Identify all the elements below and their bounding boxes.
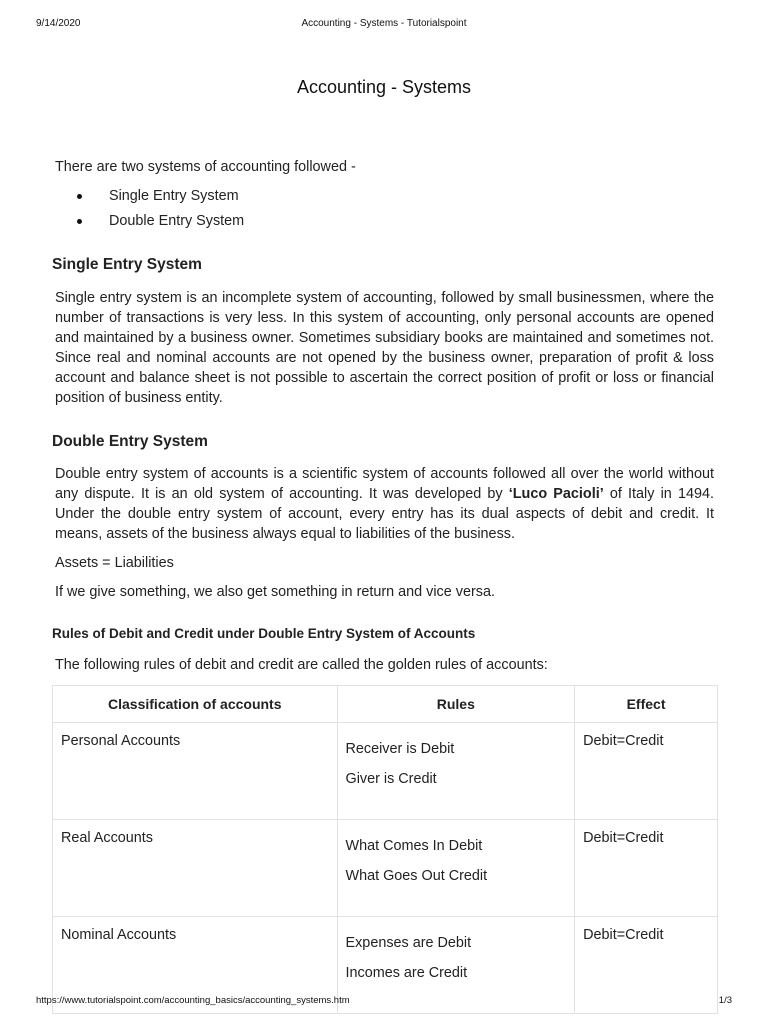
luco-pacioli-name: ‘Luco Pacioli’ <box>508 486 604 502</box>
list-item: Double Entry System <box>55 211 244 236</box>
double-entry-text-a: Double entry system of accounts is a scientific system of accounts followed all over the world without any dispute. It is an old system of accounting. It was developed by <box>55 466 714 502</box>
golden-rules-table <box>52 685 718 1014</box>
classification-cell: Personal Accounts <box>53 723 338 820</box>
rules-cell <box>337 723 575 820</box>
page-title: Accounting - Systems <box>296 77 472 97</box>
rule-debit: Expenses are Debit <box>345 935 472 951</box>
rule-credit: What Goes Out Credit <box>345 868 488 884</box>
accounting-equation: Assets = Liabilities <box>55 555 174 571</box>
page-number: 1/3 <box>718 995 732 1006</box>
rules-cell <box>337 917 575 1014</box>
print-date: 9/14/2020 <box>36 18 81 29</box>
double-entry-heading: Double Entry System <box>52 433 208 450</box>
print-doc-title: Accounting - Systems - Tutorialspoint <box>301 18 467 29</box>
effect-cell: Debit=Credit <box>575 917 718 1014</box>
column-header: Effect <box>575 686 718 723</box>
systems-list <box>55 186 244 236</box>
double-entry-text-b: of Italy in 1494. Under the double entry system of account, every entry has its dual aspects of debit and credit. It means, assets of the business always equal to liabilities of the business. <box>55 486 714 542</box>
rules-heading: Rules of Debit and Credit under Double Entry System of Accounts <box>52 626 476 641</box>
single-entry-heading: Single Entry System <box>52 256 202 273</box>
single-entry-paragraph: Single entry system is an incomplete system of accounting, followed by small businessmen, where the number of transactions is very less. In this system of accounting, only personal accounts are opened and maintained by a business owner. Sometimes subsidiary books are maintained and sometimes not. Since real and nominal accounts are not opened by the business owner, preparation of profit & loss account and balance sheet is not possible to ascertain the correct position of profit or loss or financial position of business entity. <box>55 290 714 406</box>
classification-cell: Real Accounts <box>53 820 338 917</box>
table-header-row <box>53 686 718 723</box>
table-row <box>53 820 718 917</box>
list-item: Single Entry System <box>55 186 244 211</box>
column-header: Rules <box>337 686 575 723</box>
double-entry-paragraph <box>55 464 714 544</box>
footer-url: https://www.tutorialspoint.com/accounting_basics/accounting_systems.htm <box>36 995 350 1006</box>
vice-versa-text: If we give something, we also get something in return and vice versa. <box>55 584 495 600</box>
rule-credit: Giver is Credit <box>345 771 437 787</box>
rules-cell <box>337 820 575 917</box>
classification-cell: Nominal Accounts <box>53 917 338 1014</box>
rule-debit: What Comes In Debit <box>345 838 483 854</box>
table-row <box>53 723 718 820</box>
effect-cell: Debit=Credit <box>575 820 718 917</box>
rule-credit: Incomes are Credit <box>345 965 468 981</box>
column-header: Classification of accounts <box>53 686 338 723</box>
rule-debit: Receiver is Debit <box>345 741 455 757</box>
intro-text: There are two systems of accounting followed - <box>55 159 356 175</box>
rules-intro: The following rules of debit and credit are called the golden rules of accounts: <box>55 657 548 673</box>
effect-cell: Debit=Credit <box>575 723 718 820</box>
